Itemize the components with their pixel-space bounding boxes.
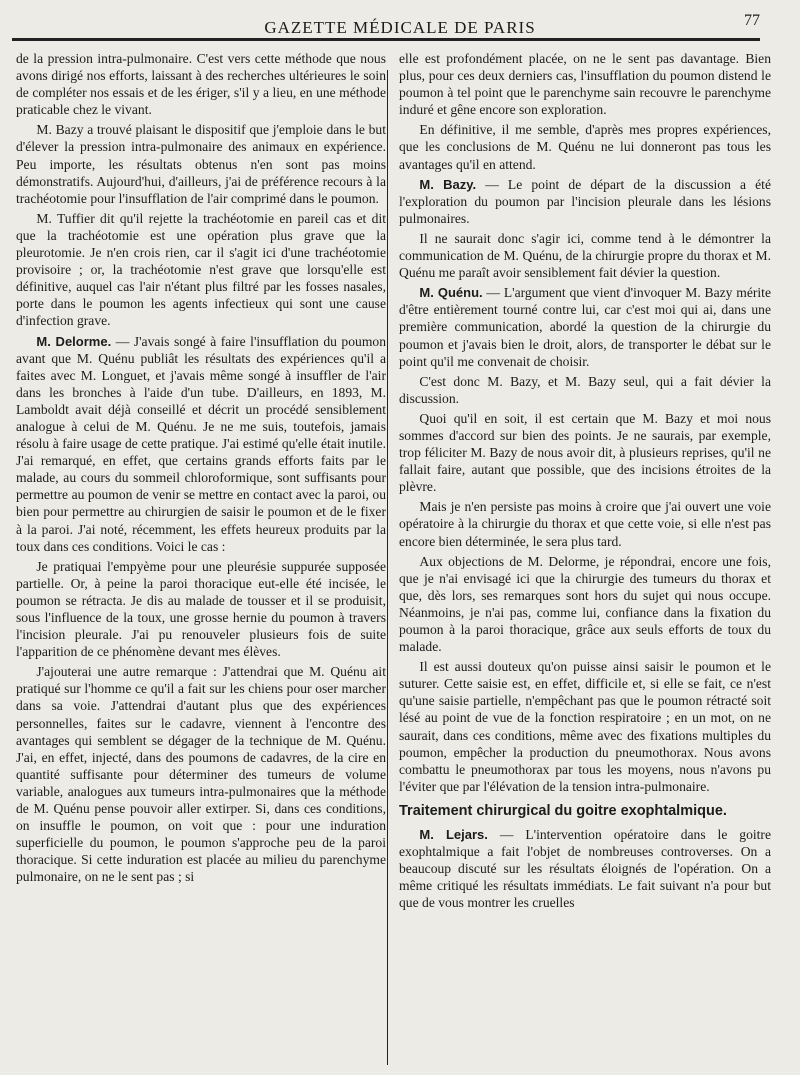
header-rule: [12, 38, 760, 41]
paragraph: elle est profondément placée, on ne le sent pas davantage. Bien plus, pour ces deux derniers cas, l'insufflation du poumon distend le poumon à tel point que le parenchyme sain recouvre le parenchyme induré et gêne encore son exploration.: [399, 51, 771, 118]
paragraph: [399, 826, 771, 911]
paragraph: En définitive, il me semble, d'après mes propres expériences, que les conclusions de M. Quénu ne lui donneront pas tous les avantages qu'il en attend.: [399, 122, 771, 172]
paragraph-text: — L'argument que vient d'invoquer M. Bazy mérite d'être entièrement tourné contre lui, car c'est moi qui ai, dans une première communication, abordé la question de la chirurgie du poumon et j'avais bien le droit, alors, de transporter le débat sur le point qu'il me convenait de choisir.: [399, 285, 771, 369]
paragraph: Mais je n'en persiste pas moins à croire que j'ai ouvert une voie opératoire à la chirurgie du thorax et que cette voie, si elle n'est pas encore bien déterminée, le sera plus tard.: [399, 499, 771, 549]
section-heading: Traitement chirurgical du goitre exophtalmique.: [399, 802, 727, 819]
speaker-name: M. Lejars.: [419, 827, 488, 843]
left-column: [16, 50, 386, 889]
speaker-name: M. Delorme.: [36, 333, 112, 349]
paragraph: Quoi qu'il en soit, il est certain que M. Bazy et moi nous sommes d'accord sur bien des points. Je ne saurais, par exemple, trop féliciter M. Bazy de nous avoir dit, à plusieurs reprises, qu'il ne fallait faire, autant que possible, que des incisions étroites de la plèvre.: [399, 410, 771, 495]
paragraph: Je pratiquai l'empyème pour une pleurésie suppurée supposée partielle. Or, à peine la paroi thoracique eut-elle été incisée, le poumon se rétracta. Je dis au malade de tousser et il se produisit, sous l'influence de la toux, une grosse hernie du poumon à travers l'incision pleurale. J'ai pu renouveler plusieurs fois de suite l'apparition de ce phénomène devant mes élèves.: [16, 558, 386, 660]
paragraph: M. Tuffier dit qu'il rejette la trachéotomie en pareil cas et dit que la trachéotomie est une opération plus grave que la pleurotomie. Je n'en crois rien, car il s'agit ici d'une trachéotomie provisoire ; or, la trachéotomie n'est grave que lorsqu'elle est définitive, auquel cas l'air n'étant plus filtré par les fosses nasales, porte dans le poumon les agents infectieux qui sont une cause d'infection grave.: [16, 210, 386, 329]
page-number: 77: [744, 12, 760, 29]
paragraph: [399, 284, 771, 369]
paragraph: [16, 333, 386, 555]
paragraph: de la pression intra-pulmonaire. C'est vers cette méthode que nous avons dirigé nos efforts, laissant à des recherches ultérieures le soin de compléter nos essais et de les ériger, s'il y a lieu, en une méthode praticable chez le vivant.: [16, 51, 386, 118]
column-separator: [387, 70, 388, 1065]
paragraph: Il est aussi douteux qu'on puisse ainsi saisir le poumon et le suturer. Cette saisie est, en effet, difficile et, si elle se fait, ce n'est qu'une saisie partielle, n'empêchant pas que le poumon rétracté soit lésé au point de vue de la fonction respiratoire ; en un mot, on ne saurait, dans ces conditions, même avec des fixations multiples du poumon, empêcher la production du pneumothorax. Nous avons combattu le pneumothorax par tous les moyens, nous n'avons pu l'éviter que par l'élévation de la tension intra-pulmonaire.: [399, 659, 771, 794]
paragraph-text: — J'avais songé à faire l'insufflation du poumon avant que M. Quénu publiât les résultats des expériences qu'il a faites avec M. Longuet, et j'avais même songé à insuffler de l'air dans les bronches à l'aide d'un tube. D'ailleurs, en 1893, M. Lamboldt avait déjà conseillé et décrit un procédé sensiblement analogue à celui de M. Quénu. Je ne me suis, toutefois, jamais résolu à faire usage de cette pratique. J'ai estimé qu'elle était inutile. J'ai remarqué, en effet, que certains grands efforts faits par le malade, au cours du sommeil chloroformique, sont suffisants pour permettre au poumon de venir se mettre en contact avec la paroi, ou bien pour permettre au chirurgien de saisir le poumon et de le fixer à la paroi. J'ai noté, récemment, les effets heureux produits par la toux dans ces conditions. Voici le cas :: [16, 333, 386, 554]
speaker-name: M. Quénu.: [419, 285, 483, 301]
paragraph: J'ajouterai une autre remarque : J'attendrai que M. Quénu ait pratiqué sur l'homme ce qu'il a fait sur les chiens pour oser marcher dans sa voie. J'attendrai d'autant plus que des expériences personnelles, faites sur le cadavre, viennent à l'encontre des avantages qui semblent se dégager de la technique de M. Quénu. J'ai, en effet, injecté, dans des poumons de cadavres, de la cire en quantité suffisante pour déterminer des tumeurs de volume variable, analogues aux tumeurs intra-pulmonaires que la méthode de M. Quénu pense pouvoir aller extirper. Si, dans ces conditions, on insuffle le poumon, on voit que : pour une induration superficielle du poumon, le poumon s'approche peu de la paroi thoracique. Si cette induration est placée au milieu du parenchyme pulmonaire, on ne le sent pas ; si: [16, 664, 386, 885]
page-header: [0, 10, 800, 40]
paragraph-text: — L'intervention opératoire dans le goitre exophtalmique a fait l'objet de nombreuses controverses. On a beaucoup discuté sur les résultats éloignés de l'opération. On a même critiqué les résultats immédiats. Le fait suivant n'a pour but que de vous montrer les cruelles: [399, 827, 771, 911]
paragraph-text: — Le point de départ de la discussion a été l'exploration du poumon par l'incision pleurale dans les lésions pulmonaires.: [399, 176, 771, 226]
paragraph: M. Bazy a trouvé plaisant le dispositif que j'emploie dans le but d'élever la pression intra-pulmonaire des animaux en expérience. Peu importe, les résultats obtenus n'en sont pas moins démonstratifs. Aujourd'hui, d'ailleurs, j'ai de préférence recours à la trachéotomie pour l'insufflation de l'air comprimé dans le poumon.: [16, 122, 386, 206]
paragraph: Il ne saurait donc s'agir ici, comme tend à le démontrer la communication de M. Quénu, de la chirurgie propre du thorax et M. Quénu me paraît avoir sensiblement fait dévier la question.: [399, 230, 771, 281]
paragraph: Aux objections de M. Delorme, je répondrai, encore une fois, que je n'ai envisagé ici que la chirurgie des tumeurs du thorax et que, dès lors, ses remarques sont hors du sujet qui nous occupe. Néanmoins, je n'ai pas, comme lui, confiance dans la fixation du poumon à la paroi thoracique, grâce aux seuls efforts de toux du malade.: [399, 553, 771, 655]
paragraph: C'est donc M. Bazy, et M. Bazy seul, qui a fait dévier la discussion.: [399, 373, 771, 406]
speaker-name: M. Bazy.: [419, 176, 477, 192]
journal-title: GAZETTE MÉDICALE DE PARIS: [264, 18, 536, 37]
paragraph: [399, 176, 771, 227]
right-column: [399, 50, 771, 915]
